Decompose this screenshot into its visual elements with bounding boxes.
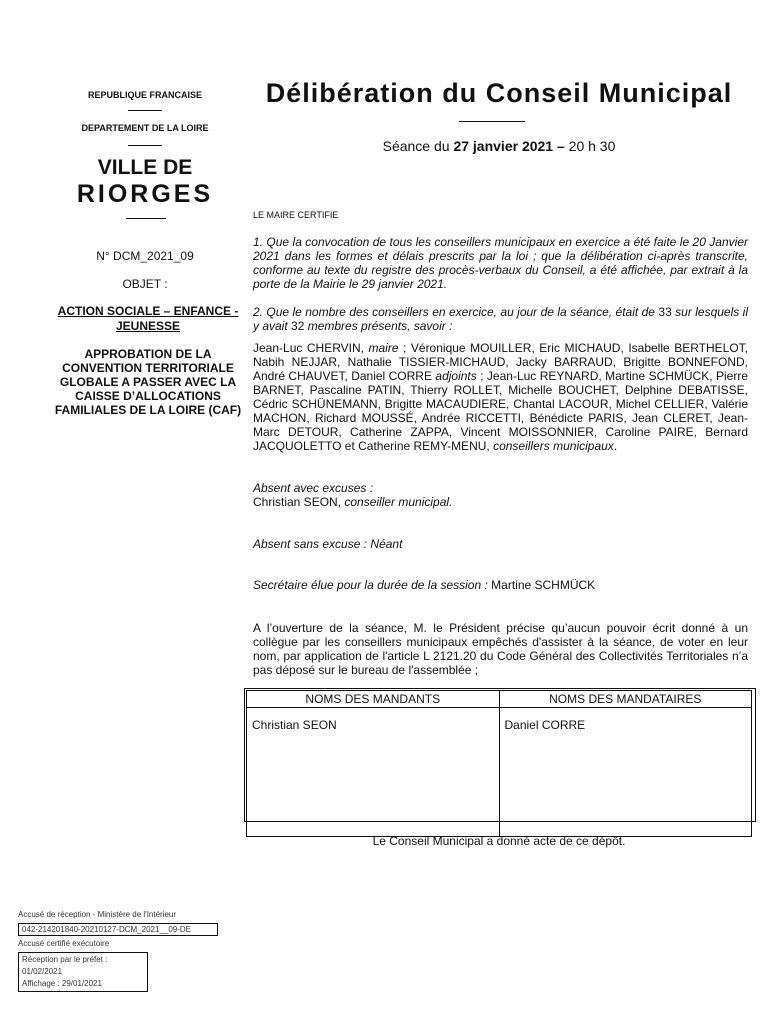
title-rule — [459, 121, 525, 122]
city-line1: VILLE DE — [97, 156, 193, 179]
mandant-cell: Christian SEON — [247, 708, 500, 837]
point-1: 1. Que la convocation de tous les conseillers municipaux en exercice a été faite le 20 Janvier 2021 dans les formes et délais prescrits par la loi ; que la délibération ci-après transcrite, conforme au texte du registre des procès-verbaux du Conseil, a été affichée, par extrait à la porte de la Mairie le 29 janvier 2021. — [253, 235, 748, 291]
affichage-date: Affichage : 29/01/2021 — [22, 979, 102, 988]
page-title: Délibération du Conseil Municipal — [265, 78, 733, 108]
point-2 — [253, 305, 748, 333]
reception-date: Réception par le préfet : 01/02/2021 — [22, 955, 108, 976]
present-members — [253, 341, 748, 453]
certified-label: Accusé certifié exécutoire — [18, 939, 110, 948]
present-text: ; Jean-Luc REYNARD, Martine SCHMÜCK, Pierre BARNET, Pascaline PATIN, Thierry ROLLET, Michelle BOUCHET, Delphine DEBATISSE, Cédric SCHÜNEMANN, Brigitte MACAUDIERE, Chantal LACOUR, Michel CELLIER, Valérie MACHON, Richard MOUSSÉ, Andrée RICCETTI, Bénédicte PARIS, Jean CLERET, Jean-Marc DETOUR, Catherine ZAPPA, Vincent MOISSONNIER, Caroline PAIRE, Bernard JACQUOLETTO et Catherine REMY-MENU, — [253, 369, 748, 453]
absent-excuses-name: Christian SEON, — [253, 495, 345, 509]
present-role: maire — [368, 341, 399, 355]
divider — [128, 110, 162, 111]
closing-statement: Le Conseil Municipal a donné acte de ce dépôt. — [372, 834, 626, 848]
dates-box — [18, 952, 148, 992]
column-header-mandants: NOMS DES MANDANTS — [247, 691, 500, 708]
present-text: ; Véronique MOUILLER, Eric MICHAUD, Isabelle BERTHELOT, Nabih NEJJAR, Nathalie TISSIER-MICHAUD, Jacky BARRAUD, Brigitte BONNEFOND, André CHAUVET, Daniel CORRE — [253, 341, 748, 383]
department-label: DEPARTEMENT DE LA LOIRE — [81, 123, 209, 133]
point-2-text: sur lesquels il y avait — [253, 305, 749, 333]
mandates-table — [246, 690, 752, 837]
secretaire — [253, 578, 748, 592]
table-row — [247, 708, 752, 837]
absent-excuses — [253, 481, 748, 509]
seance-prefix: Séance du — [382, 138, 454, 154]
present-role: conseillers municipaux — [493, 439, 614, 453]
table-header-row — [247, 691, 752, 708]
seance-time: 20 h 30 — [564, 138, 616, 154]
present-text: Jean-Luc CHERVIN, — [253, 341, 369, 355]
republic-label: REPUBLIQUE FRANCAISE — [87, 90, 202, 100]
certifie-label: LE MAIRE CERTIFIE — [253, 210, 339, 220]
theme-heading: ACTION SOCIALE – ENFANCE - JEUNESSE — [57, 304, 239, 333]
secretaire-label: Secrétaire élue pour la durée de la session : — [253, 578, 492, 592]
ouverture-paragraph: A l’ouverture de la séance, M. le Président précise qu’aucun pouvoir écrit donné à un collègue par les conseillers municipaux empêchés d'assister à la séance, de voter en leur nom, par application de l'article L 2121.20 du Code Général des Collectivités Territoriales n’a pas déposé sur le bureau de l'assemblée ; — [253, 621, 748, 677]
point-2-count: 33 — [658, 305, 672, 319]
point-2-text: membres présents, savoir : — [304, 319, 453, 333]
point-2-text: 2. Que le nombre des conseillers en exercice, au jour de la séance, était de — [253, 305, 659, 319]
present-text: . — [613, 439, 618, 453]
absent-sans-excuse: Absent sans excuse : Néant — [253, 537, 403, 551]
absent-excuses-role: conseiller municipal. — [344, 495, 453, 509]
divider — [128, 145, 162, 146]
seance-date: 27 janvier 2021 – — [453, 138, 565, 154]
objet-label: OBJET : — [122, 277, 168, 291]
city-name: RIORGES — [76, 180, 214, 208]
point-2-present-count: 32 — [291, 319, 305, 333]
absent-excuses-label: Absent avec excuses : — [253, 481, 374, 495]
divider — [126, 218, 166, 219]
secretaire-name: Martine SCHMÜCK — [491, 578, 596, 592]
column-header-mandataires: NOMS DES MANDATAIRES — [499, 691, 752, 708]
mandataire-cell: Daniel CORRE — [499, 708, 752, 837]
receipt-label: Accusé de réception - Ministère de l'Intérieur — [18, 910, 177, 919]
deliberation-reference: N° DCM_2021_09 — [96, 249, 194, 263]
seance-line — [248, 138, 750, 154]
receipt-id: 042-214201840-20210127-DCM_2021__09-DE — [18, 923, 218, 936]
objet-title: APPROBATION DE LA CONVENTION TERRITORIALE GLOBALE A PASSER AVEC LA CAISSE D’ALLOCATIONS FAMILIALES DE LA LOIRE (CAF) — [54, 347, 242, 417]
present-role: adjoints — [435, 369, 477, 383]
